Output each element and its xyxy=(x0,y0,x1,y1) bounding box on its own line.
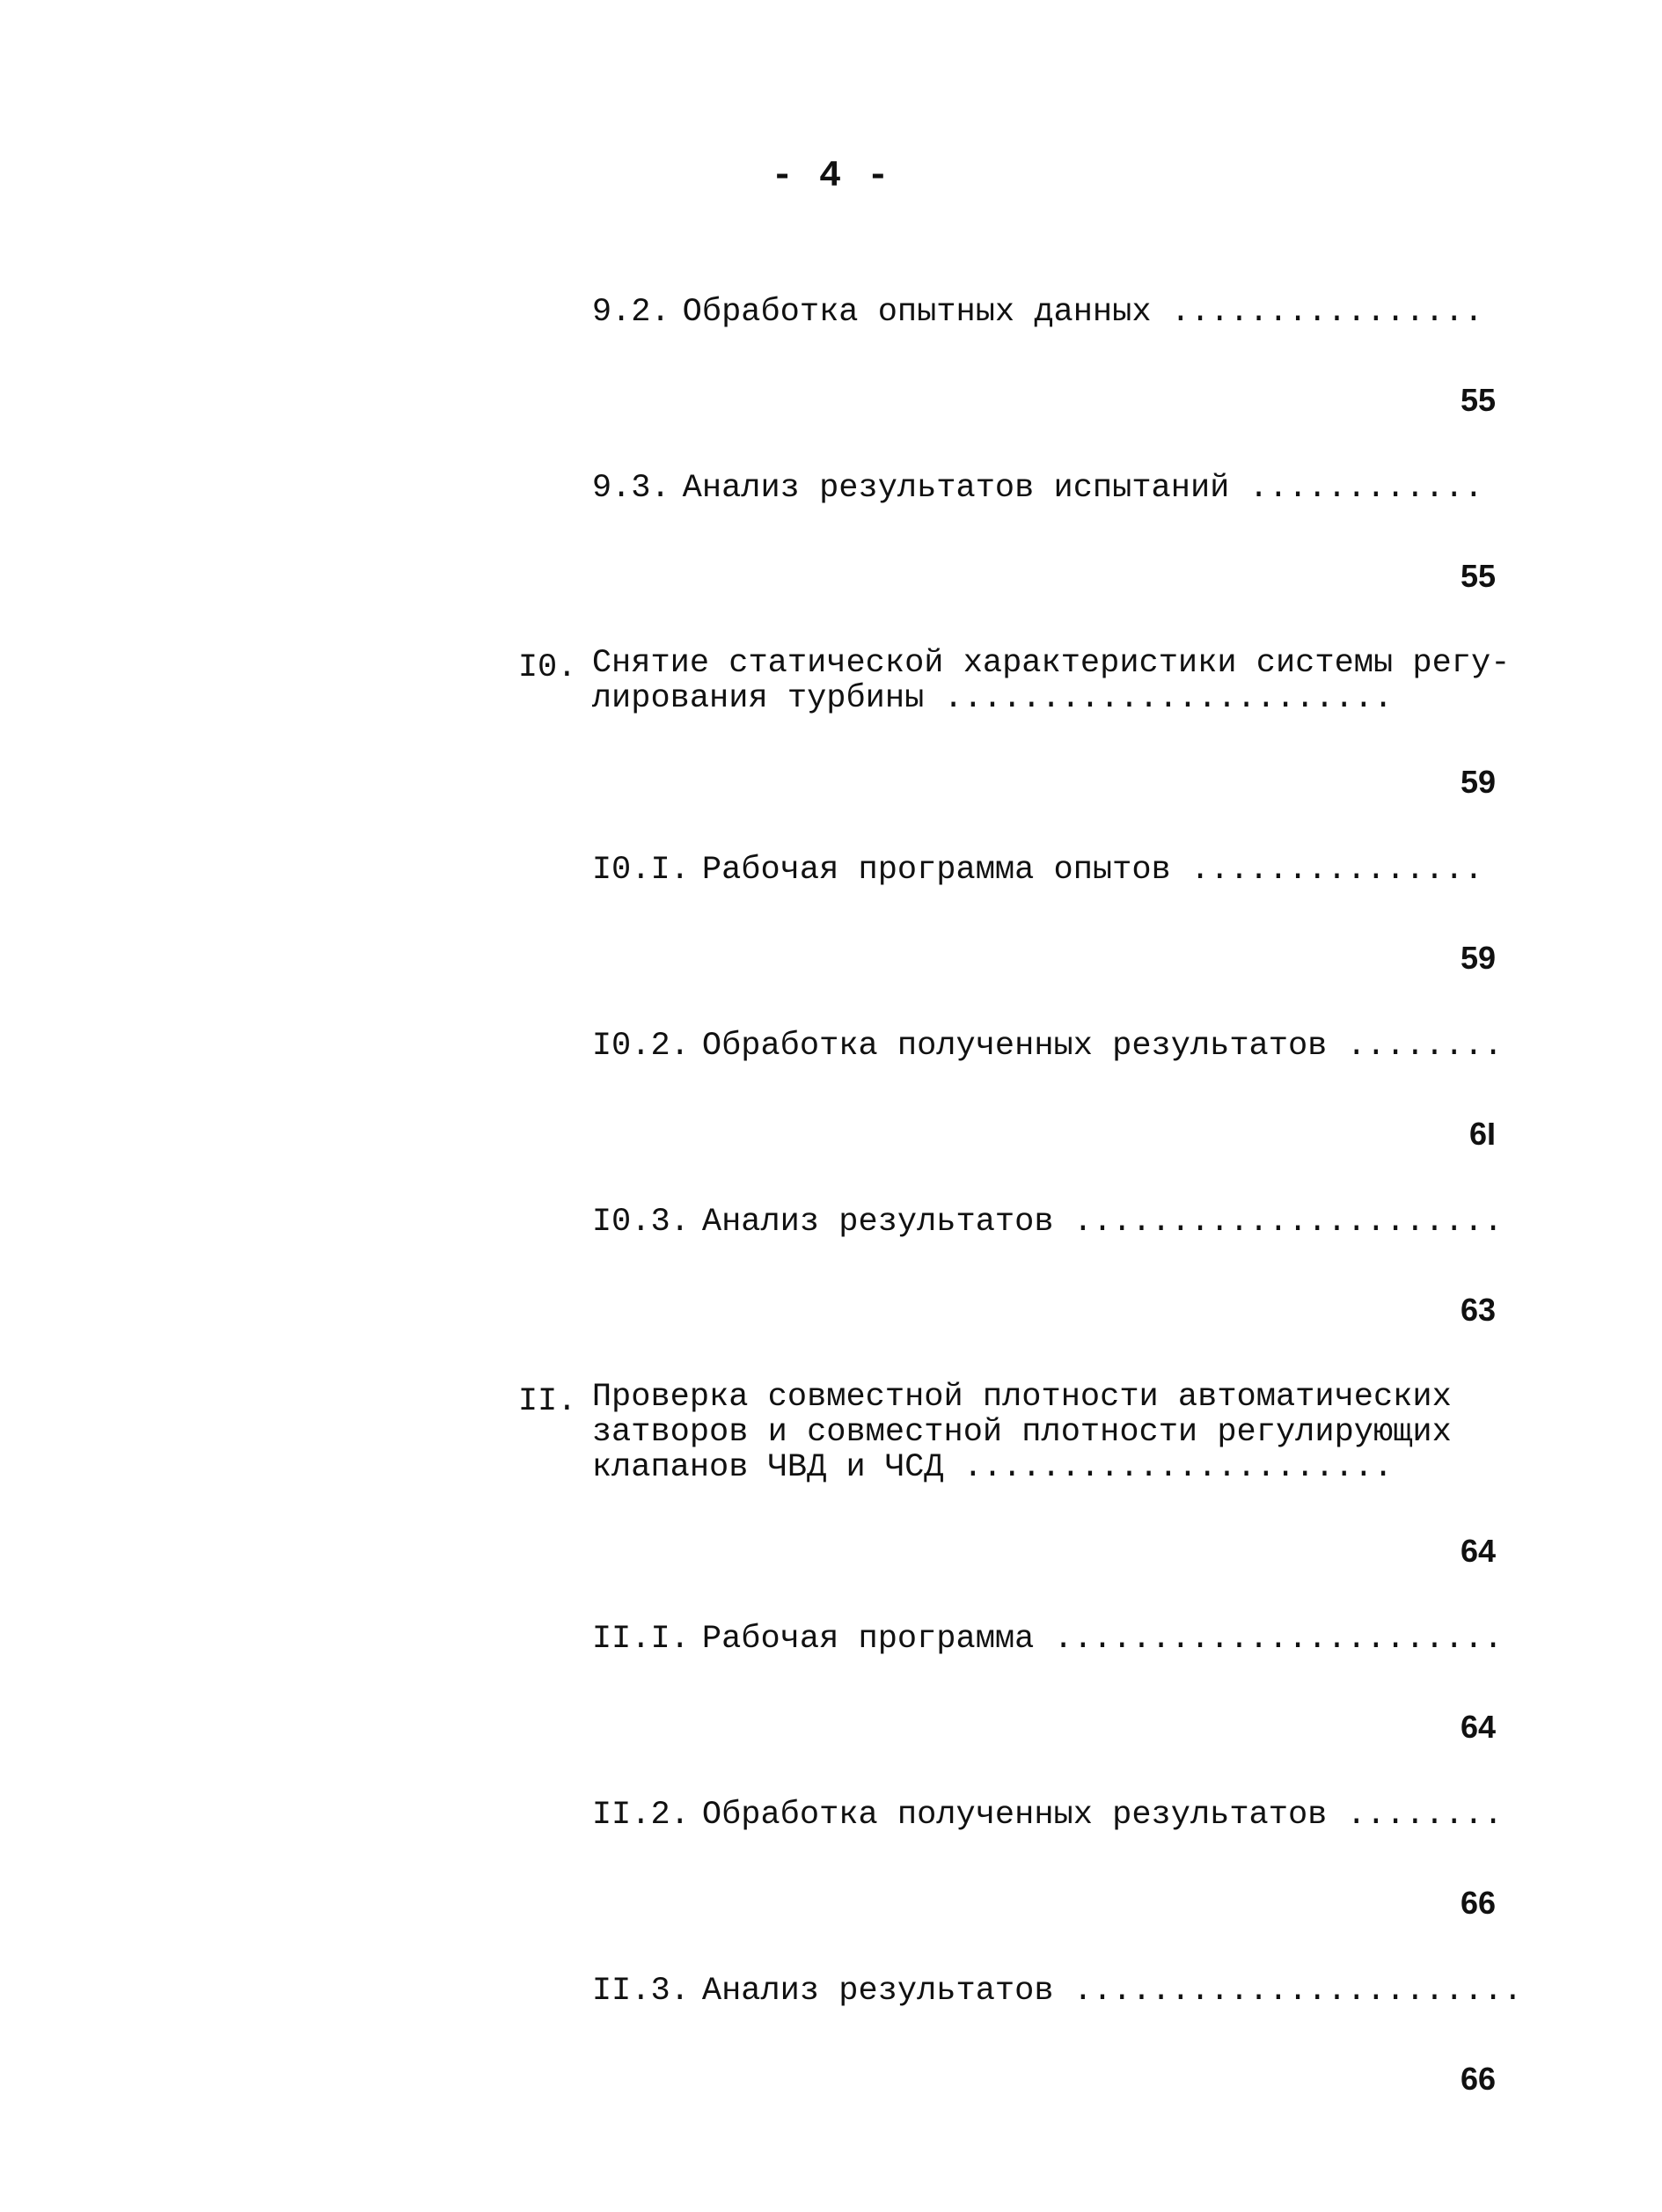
toc-entry-number: I0.2. xyxy=(591,1028,690,1065)
toc-entry-page: 55 xyxy=(1460,558,1496,594)
toc-entry-10 xyxy=(440,602,1511,804)
toc-entry-number: II.3. xyxy=(591,1973,690,2010)
toc-entry-number: I0.3. xyxy=(591,1204,690,1241)
toc-entry-title-line-2: лирования турбины ....................... xyxy=(591,680,1394,717)
toc-entry-title: Обработка полученных результатов ........ xyxy=(701,1797,1504,1834)
toc-entry-10-1 xyxy=(440,804,1496,980)
toc-entry-number: II.I. xyxy=(591,1621,690,1658)
table-of-contents xyxy=(440,246,1523,2101)
page-number: - 4 - xyxy=(771,155,891,197)
toc-entry-10-2 xyxy=(440,980,1504,1156)
toc-entry-page: 66 xyxy=(1460,2061,1496,2097)
toc-entry-title: Анализ результатов ...................... xyxy=(701,1204,1504,1241)
toc-entry-number: I0.I. xyxy=(591,852,690,889)
toc-entry-11-1 xyxy=(440,1573,1504,1749)
toc-entry-page: 64 xyxy=(1460,1709,1496,1745)
toc-entry-title-line-2: затворов и совместной плотности регулирующих xyxy=(591,1414,1452,1451)
toc-entry-page: 6I xyxy=(1468,1116,1496,1152)
toc-entry-title: Обработка полученных результатов ........ xyxy=(701,1028,1504,1065)
toc-entry-title: Обработка опытных данных ................ xyxy=(682,294,1484,331)
toc-entry-title: Анализ результатов испытаний ............ xyxy=(682,470,1484,507)
toc-entry-page: 63 xyxy=(1460,1292,1496,1328)
toc-entry-number: I0. xyxy=(517,649,577,686)
toc-entry-page: 59 xyxy=(1460,940,1496,976)
toc-entry-title-line-1: Снятие статической характеристики системы регу- xyxy=(591,645,1511,682)
toc-entry-page: 59 xyxy=(1460,764,1496,800)
toc-entry-9-3 xyxy=(440,422,1496,598)
toc-entry-11-3 xyxy=(440,1925,1523,2101)
toc-entry-page: 64 xyxy=(1460,1533,1496,1569)
toc-entry-title: Рабочая программа ....................... xyxy=(701,1621,1504,1658)
toc-entry-page: 55 xyxy=(1460,382,1496,418)
toc-entry-9-2 xyxy=(440,246,1496,422)
toc-entry-number: II. xyxy=(517,1383,577,1420)
toc-entry-title-line-1: Проверка совместной плотности автоматических xyxy=(591,1379,1452,1416)
toc-entry-number: 9.3. xyxy=(591,470,670,507)
toc-entry-number: 9.2. xyxy=(591,294,670,331)
toc-entry-number: II.2. xyxy=(591,1797,690,1834)
toc-entry-10-3 xyxy=(440,1156,1504,1332)
toc-entry-title-line-3: клапанов ЧВД и ЧСД ...................... xyxy=(591,1449,1394,1486)
toc-entry-page: 66 xyxy=(1460,1885,1496,1921)
toc-entry-11 xyxy=(440,1336,1496,1573)
toc-entry-title: Анализ результатов ....................... xyxy=(701,1973,1523,2010)
toc-entry-title: Рабочая программа опытов ............... xyxy=(701,852,1484,889)
toc-entry-11-2 xyxy=(440,1749,1504,1925)
